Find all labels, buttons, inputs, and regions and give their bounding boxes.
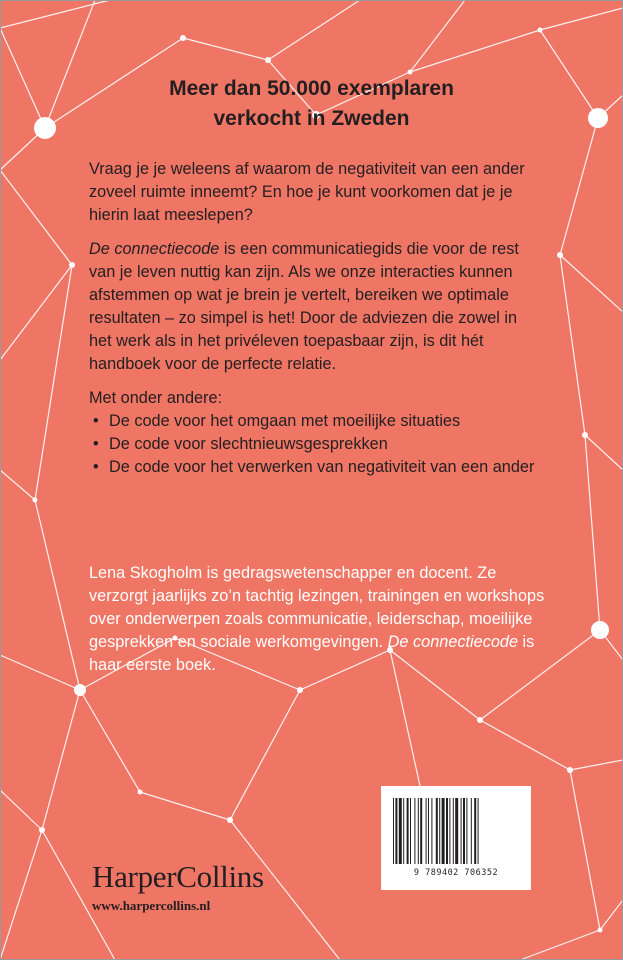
book-title-italic: De connectiecode: [89, 240, 220, 258]
author-bio-end: is haar eerste boek.: [89, 633, 535, 674]
isbn-number: 9 789402 706352: [413, 868, 499, 878]
description-paragraph: [89, 238, 544, 376]
barcode-bars: [391, 798, 519, 864]
list-item: • De code voor het omgaan met moeilijke situaties: [89, 410, 544, 433]
sales-tagline: [0, 74, 623, 134]
intro-paragraph: Vraag je je weleens af waarom de negativiteit van een ander zoveel ruimte inneemt? En hoe je kunt voorkomen dat je je hierin laat meeslepen?: [89, 160, 525, 224]
barcode: [381, 786, 531, 890]
publisher-url: www.harpercollins.nl: [92, 898, 211, 913]
tagline-line-1: Meer dan 50.000 exemplaren: [169, 77, 454, 100]
list-item: • De code voor het verwerken van negativiteit van een ander: [89, 456, 544, 479]
book-title-italic: De connectiecode: [387, 633, 519, 651]
publisher-name: HarperCollins: [92, 859, 264, 894]
author-bio-text: Lena Skogholm is gedragswetenschapper en docent. Ze verzorgt jaarlijks zo’n tachtig lezingen, trainingen en workshops over onderwerpen zoals communicatie, leiderschap, moeilijke gesprekken en sociale werkomgevingen.: [89, 564, 545, 651]
blurb: [89, 158, 544, 479]
list-item: • De code voor slechtnieuwsgesprekken: [89, 433, 544, 456]
highlights-list: [89, 410, 544, 479]
description-text: is een communicatiegids die voor de rest van je leven nuttig kan zijn. Als we onze interacties kunnen afstemmen op wat je brein je vertelt, bereiken we optimale resultaten – zo simpel is het! Door de adviezen die zowel in het werk als in het privéleven toepasbaar zijn, is dit hét handboek voor de perfecte relatie.: [89, 240, 519, 373]
highlights-heading: Met onder andere:: [89, 389, 223, 407]
tagline-line-2: verkocht in Zweden: [213, 107, 410, 130]
author-bio: [89, 562, 549, 677]
publisher-logo: [92, 860, 264, 915]
